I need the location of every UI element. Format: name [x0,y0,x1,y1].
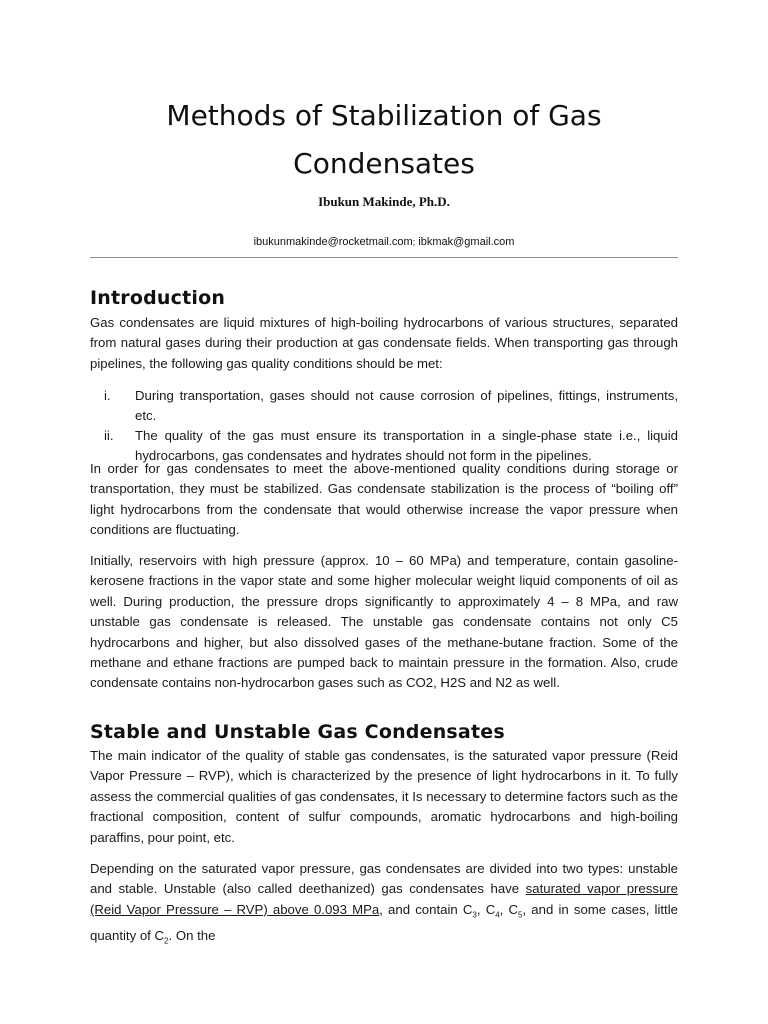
rvp-threshold-link[interactable]: saturated vapor pressure (Reid Vapor Pressure – RVP) above 0.093 MPa [90,881,679,917]
email-separator: ; [412,237,416,247]
email-primary: ibukunmakinde@rocketmail.com [253,236,413,248]
section-heading-introduction: Introduction [90,287,226,309]
introduction-paragraph-1: Gas condensates are liquid mixtures of high-boiling hydrocarbons of various structures, separated from natural gases during their production at gas condensate fields. When transporting gas through pipelines, the following gas quality conditions should be met: [90,315,678,371]
introduction-paragraph-3: Initially, reservoirs with high pressure (approx. 10 – 60 MPa) and temperature, contain gasoline-kerosene fractions in the vapor state and some higher molecular weight liquid components of oil as well. During production, the pressure drops significantly to approximately 4 – 8 MPa, and raw unstable gas condensate is released. The unstable gas condensate contains not only C5 hydrocarbons and higher, but also dissolved gases of the methane-butane fraction. Some of the methane and ethane fractions are pumped back to maintain pressure in the formation. Also, crude condensate contains non-hydrocarbon gases such as CO2, H2S and N2 as well. [90,553,678,691]
quality-conditions-list [90,386,678,466]
header-divider [90,257,678,258]
title-line-2: Condensates [293,147,475,180]
list-item: ii. The quality of the gas must ensure its transportation in a single-phase state i.e., liquid hydrocarbons, gas condensates and hydrates should not form in the pipelines. [104,428,678,463]
list-item: i. During transportation, gases should not cause corrosion of pipelines, fittings, instruments, etc. [104,388,678,423]
stable-paragraph-2: Depending on the saturated vapor pressure, gas condensates are divided into two types: unstable and stable. Unstable (also called deethanized) gas condensates have saturated vapor pressure (Reid Vapor Pressure – RVP) above 0.093 MPa, and contain $C_3$, $C_4$, $C_5$, and in some cases, little quantity of $C_2$. On the [90,861,679,946]
document-title [90,92,678,188]
author-name: Ibukun Makinde, Ph.D. [318,194,450,209]
title-line-1: Methods of Stabilization of Gas [166,99,602,132]
author-emails [90,236,678,248]
introduction-paragraph-2: In order for gas condensates to meet the above-mentioned quality conditions during storage or transportation, they must be stabilized. Gas condensate stabilization is the process of “boiling off” light hydrocarbons from the condensate that would otherwise increase the vapor pressure when conditions are fluctuating. [90,461,678,538]
email-secondary: ibkmak@gmail.com [418,236,515,248]
stable-paragraph-1: The main indicator of the quality of stable gas condensates, is the saturated vapor pressure (Reid Vapor Pressure – RVP), which is characterized by the presence of light hydrocarbons in it. To fully assess the commercial qualities of gas condensates, it Is necessary to determine factors such as the fractional composition, content of sulfur compounds, aromatic hydrocarbons and high-boiling paraffins, pour point, etc. [90,748,678,845]
section-heading-stable-unstable: Stable and Unstable Gas Condensates [90,721,505,743]
